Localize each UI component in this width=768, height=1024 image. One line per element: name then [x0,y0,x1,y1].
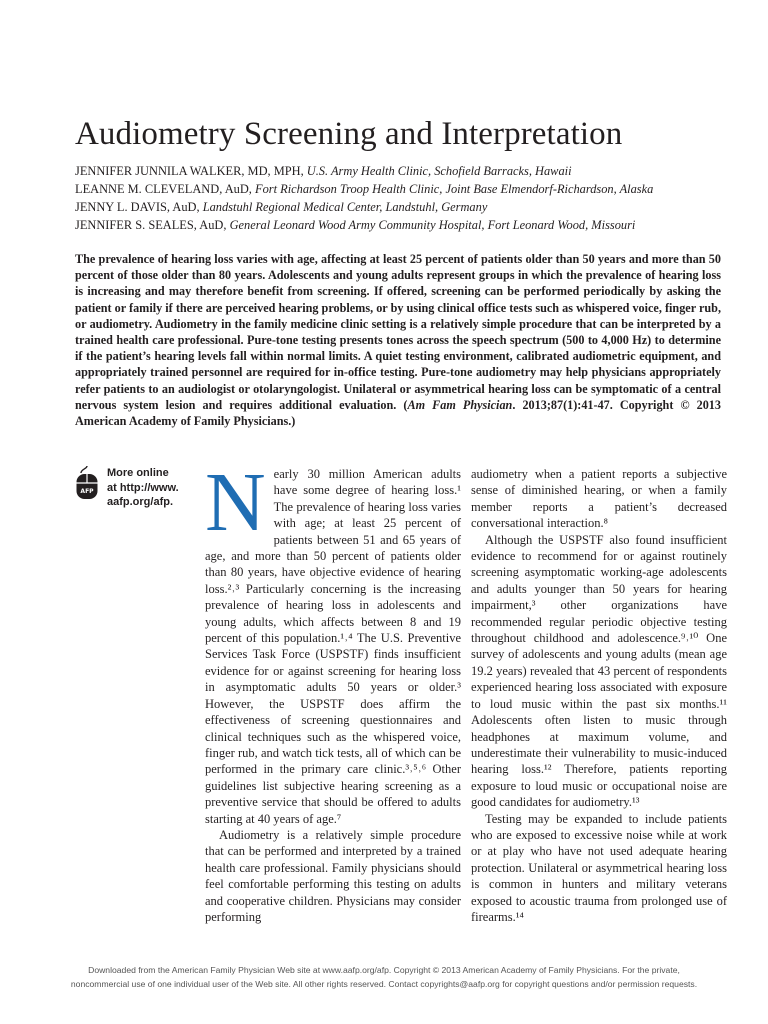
more-online-line: aafp.org/afp. [107,496,174,508]
abstract [75,251,721,429]
citation-details: . 2013;87(1):41-47. Copyright © 2013 American Academy of Family Physicians.) [75,397,721,429]
afp-online-mouse-icon [75,466,99,500]
body-paragraph: Although the USPSTF also found insufficient evidence to recommend for or against routinely screening asymptomatic working-age adolescents and adults younger than 50 years for hearing impairment,³ other organizations have recommended regular periodic objective testing throughout childhood and adolescence.⁹˒¹⁰ One survey of adolescents and young adults (mean age 19.2 years) revealed that 43 percent of respondents experienced hearing loss associated with exposure to loud music within the past six months.¹¹ Adolescents often listen to music through headphones at maximum volume, and underestimate their vulnerability to music-induced hearing loss.¹² Therefore, patients reporting exposure to loud music or occupational noise are good candidates for audiometry.¹³ [471,532,727,810]
author-name: JENNY L. DAVIS, AuD, [75,200,203,214]
author-line [75,180,653,198]
body-paragraph: Testing may be expanded to include patients who are exposed to excessive noise while at work or at play who have not used adequate hearing protection. Unilateral or asymmetrical hearing loss is common in hunters and military veterans exposed to acoustic trauma from prolonged use of firearms.¹⁴ [471,811,727,924]
body-paragraph: Audiometry is a relatively simple procedure that can be performed and interpreted by a trained health care professional. Family physicians should feel comfortable performing this testing on adults and cooperative children. Physicians may consider performing [205,827,461,924]
author-affiliation: U.S. Army Health Clinic, Schofield Barracks, Hawaii [306,164,572,178]
more-online-line: More online [107,467,169,479]
author-name: JENNIFER JUNNILA WALKER, MD, MPH, [75,164,307,178]
author-name: JENNIFER S. SEALES, AuD, [75,218,230,232]
drop-cap: N [205,456,266,549]
author-list [75,162,653,234]
author-name: LEANNE M. CLEVELAND, AuD, [75,182,255,196]
paragraph-text: early 30 million American adults have some degree of hearing loss.¹ The prevalence of hearing loss varies with age; at least 25 percent of patients between 51 and 65 years of age, and more than 50 percent of patients older than 80 years, have objective evidence of hearing loss.²˒³ Particularly concerning is the increasing prevalence of hearing loss in adolescents and young adults, which affects between 8 and 19 percent of this population.¹˒⁴ The U.S. Preventive Services Task Force (USPSTF) finds insufficient evidence for or against screening for hearing loss in asymptomatic adults 50 years or older.³ However, the USPSTF does affirm the effectiveness of screening questionnaires and clinical techniques such as the whispered voice, finger rub, and watch tick tests, all of which can be performed in the primary care clinic.³˒⁵˒⁶ Other guidelines list subjective hearing screening as a preventive service that should be offered to adults starting at 40 years of age.⁷ [205,467,461,826]
author-line [75,216,653,234]
svg-text:AFP: AFP [80,488,94,495]
author-affiliation: General Leonard Wood Army Community Hospital, Fort Leonard Wood, Missouri [229,218,636,232]
body-column-1 [205,456,461,925]
abstract-text: The prevalence of hearing loss varies with age, affecting at least 25 percent of patients older than 50 years and more than 50 percent of those older than 80 years. Adolescents and young adults represent groups in which the prevalence of hearing loss is increasing and may therefore benefit from screening. If offered, screening can be performed periodically by asking the patient or family if there are perceived hearing problems, or by using clinical office tests such as whispered voice, finger rub, or audiometry. Audiometry in the family medicine clinic setting is a relatively simple procedure that can be interpreted by a trained health care professional. Pure-tone testing presents tones across the speech spectrum (500 to 4,000 Hz) to determine if the patient’s hearing levels fall within normal limits. A quiet testing environment, calibrated audiometric equipment, and appropriately trained personnel are required for in-office testing. Pure-tone audiometry may help physicians appropriately refer patients to an audiologist or otolaryngologist. Unilateral or asymmetrical hearing loss can be symptomatic of a central nervous system lesion and requires additional evaluation. ( [75,252,721,412]
body-column-2 [471,466,727,925]
author-affiliation: Landstuhl Regional Medical Center, Landstuhl, Germany [202,200,488,214]
body-paragraph [205,456,461,827]
more-online-link[interactable] [107,466,179,510]
citation-journal: Am Fam Physician [407,397,513,412]
more-online-line: at http://www. [107,481,179,494]
body-paragraph: audiometry when a patient reports a subjective sense of diminished hearing, or when a family member reports a patient’s decreased conversational interaction.⁸ [471,467,727,531]
more-online-box[interactable] [75,466,185,510]
author-affiliation: Fort Richardson Troop Health Clinic, Joint Base Elmendorf-Richardson, Alaska [255,182,654,196]
copyright-footer: Downloaded from the American Family Physician Web site at www.aafp.org/afp. Copyright © 2013 American Academy of Family Physicians. For the private, noncommercial use of one individual user of the Web site. All other rights reserved. Contact copyrights@aafp.org for copyright questions and/or permission requests. [70,965,698,989]
author-line [75,162,653,180]
author-line [75,198,653,216]
article-title: Audiometry Screening and Interpretation [75,116,623,152]
